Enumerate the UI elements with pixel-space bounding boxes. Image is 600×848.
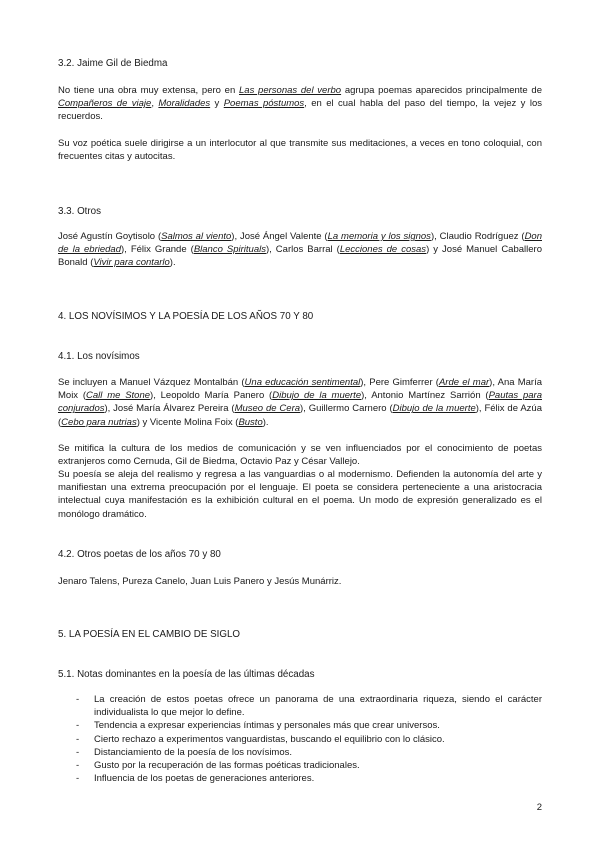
list-item: - La creación de estos poetas ofrece un panorama de una extraordinaria riqueza, siendo el carácter individualista lo que mejor lo define. <box>76 694 542 719</box>
work-title: Las personas del verbo <box>239 85 342 96</box>
work-title: Dibujo de la muerte <box>272 390 362 402</box>
work-title: Call me Stone <box>86 390 151 402</box>
work-title: Una educación sentimental <box>244 377 361 388</box>
section-heading-4-2: 4.2. Otros poetas de los años 70 y 80 <box>58 549 221 560</box>
paragraph-otros-poetas: José Agustín Goytisolo (Salmos al viento), José Ángel Valente (La memoria y los signos), Claudio Rodríguez (Don de la ebriedad), Félix Grande (Blanco Spirituals), Carlos Barral (Lecciones de cosas) y José Manuel Caballero Bonald (Vivir para contarlo). <box>58 231 542 269</box>
page-number: 2 <box>536 802 542 813</box>
paragraph-novisimos-cultura: Se mitifica la cultura de los medios de comunicación y se ven influenciados por el conocimiento de poetas extranjeros como Cernuda, Gil de Biedma, Octavio Paz y César Vallejo. <box>58 443 542 468</box>
bullet-dash: - <box>76 733 80 745</box>
list-item: - Influencia de los poetas de generaciones anteriores. <box>76 773 315 785</box>
work-title: Blanco Spirituals <box>193 244 266 256</box>
work-title: Arde el mar <box>438 377 490 388</box>
bullet-dash: - <box>76 760 80 772</box>
section-heading-3-2: 3.2. Jaime Gil de Biedma <box>58 58 168 69</box>
work-title: Moralidades <box>158 98 211 110</box>
list-item: - Cierto rechazo a experimentos vanguardistas, buscando el equilibrio con lo clásico. <box>76 733 445 745</box>
bullet-dash: - <box>76 773 80 785</box>
bullet-dash: - <box>76 720 80 732</box>
work-title: Cebo para nutrias <box>61 416 137 428</box>
work-title: Don de la ebriedad <box>58 231 542 256</box>
bullet-dash: - <box>76 694 80 705</box>
work-title: Salmos al viento <box>161 231 232 242</box>
paragraph-novisimos-estilo: Su poesía se aleja del realismo y regresa a las vanguardias o al modernismo. Defienden la autonomía del arte y manifiestan una extrema preocupación por el lenguaje. El poeta se considera perteneciente a una aristocracia intelectual cuya manifestación es la exhibición cultural en el poema. Un modo de expresión generalizado es el monólogo dramático. <box>58 469 542 520</box>
work-title: Busto <box>238 416 263 428</box>
section-heading-4-1: 4.1. Los novísimos <box>58 351 140 362</box>
paragraph-novisimos-autores: Se incluyen a Manuel Vázquez Montalbán (Una educación sentimental), Pere Gimferrer (Arde el mar), Ana María Moix (Call me Stone), Leopoldo María Panero (Dibujo de la muerte), Antonio Martínez Sarrión (Pautas para conjurados), José María Álvarez Pereira (Museo de Cera), Guillermo Carnero (Dibujo de la muerte), Félix de Azúa (Cebo para nutrias) y Vicente Molina Foix (Busto). <box>58 377 542 428</box>
paragraph-otros-poetas-70-80: Jenaro Talens, Pureza Canelo, Juan Luis Panero y Jesús Munárriz. <box>58 576 342 587</box>
bullet-dash: - <box>76 746 80 758</box>
list-item: - Gusto por la recuperación de las formas poéticas tradicionales. <box>76 760 360 772</box>
section-heading-5: 5. LA POESÍA EN EL CAMBIO DE SIGLO <box>58 629 241 640</box>
notes-list <box>58 693 542 785</box>
work-title: La memoria y los signos <box>327 231 431 242</box>
work-title: Dibujo de la muerte <box>392 403 476 415</box>
work-title: Poemas póstumos <box>223 98 305 110</box>
work-title: Vivir para contarlo <box>93 257 170 269</box>
paragraph-gil-de-biedma-voz: Su voz poética suele dirigirse a un interlocutor al que transmite sus meditaciones, a veces en tono coloquial, con frecuentes citas y autocitas. <box>58 138 542 163</box>
list-item: - Tendencia a expresar experiencias íntimas y personales más que crear universos. <box>76 720 440 732</box>
work-title: Compañeros de viaje <box>58 98 152 110</box>
section-heading-3-3: 3.3. Otros <box>58 206 102 217</box>
paragraph-gil-de-biedma-obra: No tiene una obra muy extensa, pero en Las personas del verbo agrupa poemas aparecidos principalmente de Compañeros de viaje, Moralidades y Poemas póstumos, en el cual habla del paso del tiempo, la vejez y los recuerdos. <box>58 85 542 123</box>
section-heading-4: 4. LOS NOVÍSIMOS Y LA POESÍA DE LOS AÑOS 70 Y 80 <box>58 311 314 322</box>
work-title: Museo de Cera <box>234 403 301 415</box>
section-heading-5-1: 5.1. Notas dominantes en la poesía de las últimas décadas <box>58 669 315 680</box>
work-title: Pautas para conjurados <box>58 390 542 415</box>
work-title: Lecciones de cosas <box>339 244 427 256</box>
list-item: - Distanciamiento de la poesía de los novísimos. <box>76 746 293 758</box>
